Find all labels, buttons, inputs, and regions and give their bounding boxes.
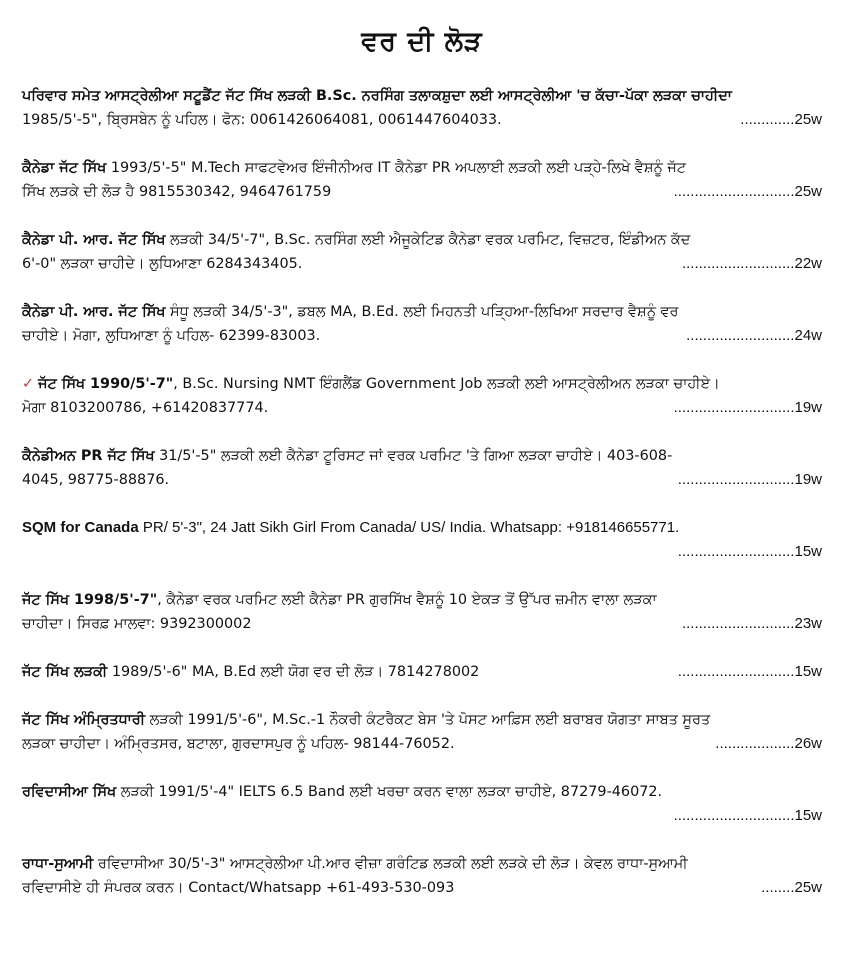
ad-tail: ਚਾਹੀਦਾ। ਸਿਰਫ਼ ਮਾਲਵਾ: 9392300002 xyxy=(22,616,252,632)
ad-lead: ਜੱਟ ਸਿੱਖ 1998/5'-7" xyxy=(22,592,158,608)
ad-item xyxy=(22,444,822,492)
ad-lead: ਜੱਟ ਸਿੱਖ 1990/5'-7" xyxy=(38,376,174,392)
ad-price: ..........................24w xyxy=(686,327,822,344)
ad-body: , ਕੈਨੇਡਾ ਵਰਕ ਪਰਮਿਟ ਲਈ ਕੈਨੇਡਾ PR ਗੁਰਸਿੱਖ ਵੈਸ਼ਨੂੰ 10 ਏਕੜ ਤੋਂ ਉੱਪਰ ਜ਼ਮੀਨ ਵਾਲਾ ਲੜਕਾ xyxy=(157,592,657,608)
ad-body: ਰਵਿਦਾਸੀਆ 30/5'-3" ਆਸਟ੍ਰੇਲੀਆ ਪੀ.ਆਰ ਵੀਜ਼ਾ ਗਰੰਟਿਡ ਲੜਕੀ ਲਈ ਲੜਕੇ ਦੀ ਲੋੜ। ਕੇਵਲ ਰਾਧਾ-ਸੁਆਮੀ xyxy=(93,856,688,872)
ad-item xyxy=(22,156,822,204)
ad-tail-row xyxy=(22,108,822,132)
ad-text xyxy=(22,156,822,180)
ad-body: ਲੜਕੀ 1991/5'-6", M.Sc.-1 ਨੌਕਰੀ ਕੰਟਰੈਕਟ ਬੇਸ 'ਤੇ ਪੋਸਟ ਆਫ਼ਿਸ ਲਈ ਬਰਾਬਰ ਯੋਗਤਾ ਸਾਬਤ ਸੂਰਤ xyxy=(145,712,711,728)
ad-tail: ਰਵਿਦਾਸੀਏ ਹੀ ਸੰਪਰਕ ਕਰਨ। Contact/Whatsapp +61-493-530-093 xyxy=(22,880,455,896)
ad-text xyxy=(22,852,822,876)
ad-price: ...................26w xyxy=(715,735,822,752)
ad-text xyxy=(22,660,479,684)
ad-lead: ਕੈਨੇਡਾ ਪੀ. ਆਰ. ਜੱਟ ਸਿੱਖ xyxy=(22,232,166,248)
ad-price: ........25w xyxy=(761,879,822,896)
ad-item xyxy=(22,708,822,756)
ad-body: ਲੜਕੀ 1991/5'-4" IELTS 6.5 Band ਲਈ ਖਰਚਾ ਕਰਨ ਵਾਲਾ ਲੜਕਾ ਚਾਹੀਏ, 87279-46072. xyxy=(116,784,663,800)
checkmark-icon: ✓ xyxy=(22,376,35,392)
ad-tail-row xyxy=(22,540,822,564)
ad-tail: 1989/5'-6" MA, B.Ed ਲਈ ਯੋਗ ਵਰ ਦੀ ਲੋੜ। 7814278002 xyxy=(107,664,480,680)
ad-lead: ਜੱਟ ਸਿੱਖ ਅੰਮ੍ਰਿਤਧਾਰੀ xyxy=(22,712,146,728)
ad-tail: ਮੋਗਾ 8103200786, +61420837774. xyxy=(22,400,269,416)
ad-body: ਸੰਧੂ ਲੜਕੀ 34/5'-3", ਡਬਲ MA, B.Ed. ਲਈ ਮਿਹਨਤੀ ਪੜ੍ਹਿਆ-ਲਿਖਿਆ ਸਰਦਾਰ ਵੈਸ਼ਨੂੰ ਵਰ xyxy=(165,304,679,320)
ad-tail-row xyxy=(22,468,822,492)
ad-tail-row xyxy=(22,876,822,900)
ad-tail-row xyxy=(22,804,822,828)
ad-tail-row xyxy=(22,180,822,204)
ad-price: ............................19w xyxy=(677,471,822,488)
ad-tail: ਚਾਹੀਏ। ਮੋਗਾ, ਲੁਧਿਆਣਾ ਨੂੰ ਪਹਿਲ- 62399-83003. xyxy=(22,328,321,344)
ad-lead: ਪਰਿਵਾਰ ਸਮੇਤ ਆਸਟ੍ਰੇਲੀਆ ਸਟੂਡੈਂਟ ਜੱਟ ਸਿੱਖ ਲੜਕੀ B.Sc. ਨਰਸਿੰਗ ਤਲਾਕਸ਼ੁਦਾ ਲਈ ਆਸਟ੍ਰੇਲੀਆ 'ਚ ਕੱਚਾ-ਪੱਕਾ ਲੜਕਾ ਚਾਹੀਦਾ xyxy=(22,88,732,104)
ad-price: ...........................23w xyxy=(681,615,822,632)
ad-body: ਲੜਕੀ 34/5'-7", B.Sc. ਨਰਸਿੰਗ ਲਈ ਐਜੂਕੇਟਿਡ ਕੈਨੇਡਾ ਵਰਕ ਪਰਮਿਟ, ਵਿਜ਼ਟਰ, ਇੰਡੀਅਨ ਕੱਦ xyxy=(165,232,691,248)
ad-text xyxy=(22,588,822,612)
ad-tail-row xyxy=(22,396,822,420)
ad-item xyxy=(22,516,822,564)
ad-price: .............................19w xyxy=(673,399,822,416)
ad-lead: ਕੈਨੇਡਾ ਜੱਟ ਸਿੱਖ xyxy=(22,160,107,176)
ad-price: .............................25w xyxy=(673,183,822,200)
ad-price: ...........................22w xyxy=(681,255,822,272)
ad-price: .............25w xyxy=(740,111,822,128)
ad-text xyxy=(22,300,822,324)
ad-item xyxy=(22,852,822,900)
ad-lead: ਰਵਿਦਾਸੀਆ ਸਿੱਖ xyxy=(22,784,117,800)
ad-item xyxy=(22,300,822,348)
ad-lead: ਜੱਟ ਸਿੱਖ ਲੜਕੀ xyxy=(22,664,108,680)
ad-price: ............................15w xyxy=(677,663,822,680)
ad-body: 1993/5'-5" M.Tech ਸਾਫਟਵੇਅਰ ਇੰਜੀਨੀਅਰ IT ਕੈਨੇਡਾ PR ਅਪਲਾਈ ਲੜਕੀ ਲਈ ਪੜ੍ਹੇ-ਲਿਖੇ ਵੈਸ਼ਨੂੰ ਜੱਟ xyxy=(106,160,686,176)
ad-lead: ਕੈਨੇਡਾ ਪੀ. ਆਰ. ਜੱਟ ਸਿੱਖ xyxy=(22,304,166,320)
ad-price: .............................15w xyxy=(673,807,822,824)
ad-body: 31/5'-5" ਲੜਕੀ ਲਈ ਕੈਨੇਡਾ ਟੂਰਿਸਟ ਜਾਂ ਵਰਕ ਪਰਮਿਟ 'ਤੇ ਗਿਆ ਲੜਕਾ ਚਾਹੀਏ। 403-608- xyxy=(154,448,673,464)
ad-item xyxy=(22,588,822,636)
ad-tail-row xyxy=(22,612,822,636)
ad-lead: ਰਾਧਾ-ਸੁਆਮੀ xyxy=(22,856,94,872)
ad-text xyxy=(22,444,822,468)
ad-tail: 1985/5'-5", ਬ੍ਰਿਸਬੇਨ ਨੂੰ ਪਹਿਲ। ਫੋਨ: 0061426064081, 0061447604033. xyxy=(22,112,502,128)
ad-tail: 6'-0" ਲੜਕਾ ਚਾਹੀਦੇ। ਲੁਧਿਆਣਾ 6284343405. xyxy=(22,256,303,272)
ad-tail-row xyxy=(22,732,822,756)
ad-lead: ਕੈਨੇਡੀਅਨ PR ਜੱਟ ਸਿੱਖ xyxy=(22,448,155,464)
ad-text xyxy=(22,516,822,540)
ad-text xyxy=(22,780,822,804)
ad-body: , B.Sc. Nursing NMT ਇੰਗਲੈਂਡ Government Job ਲੜਕੀ ਲਈ ਆਸਟ੍ਰੇਲੀਅਨ ਲੜਕਾ ਚਾਹੀਏ। xyxy=(173,376,720,392)
ad-lead: SQM for Canada xyxy=(22,519,139,536)
ad-text xyxy=(22,228,822,252)
ad-tail-row xyxy=(22,324,822,348)
ad-tail: ਸਿੱਖ ਲੜਕੇ ਦੀ ਲੋੜ ਹੈ 9815530342, 9464761759 xyxy=(22,184,332,200)
ad-price: ............................15w xyxy=(677,543,822,560)
ad-item xyxy=(22,780,822,828)
page-title: ਵਰ ਦੀ ਲੋੜ xyxy=(361,26,483,57)
ads-list xyxy=(22,84,822,900)
ad-body: PR/ 5'-3", 24 Jatt Sikh Girl From Canada/ US/ India. Whatsapp: +918146655771. xyxy=(138,519,680,536)
ad-text xyxy=(22,84,822,108)
ad-item xyxy=(22,660,822,684)
ad-tail-row xyxy=(22,252,822,276)
ad-text xyxy=(22,372,822,396)
ad-tail-row xyxy=(22,660,822,684)
ad-item xyxy=(22,228,822,276)
ad-tail: 4045, 98775-88876. xyxy=(22,472,170,488)
ad-text xyxy=(22,708,822,732)
ad-tail: ਲੜਕਾ ਚਾਹੀਦਾ। ਅੰਮ੍ਰਿਤਸਰ, ਬਟਾਲਾ, ਗੁਰਦਾਸਪੁਰ ਨੂੰ ਪਹਿਲ- 98144-76052. xyxy=(22,736,455,752)
ad-item xyxy=(22,84,822,132)
ad-item xyxy=(22,372,822,420)
